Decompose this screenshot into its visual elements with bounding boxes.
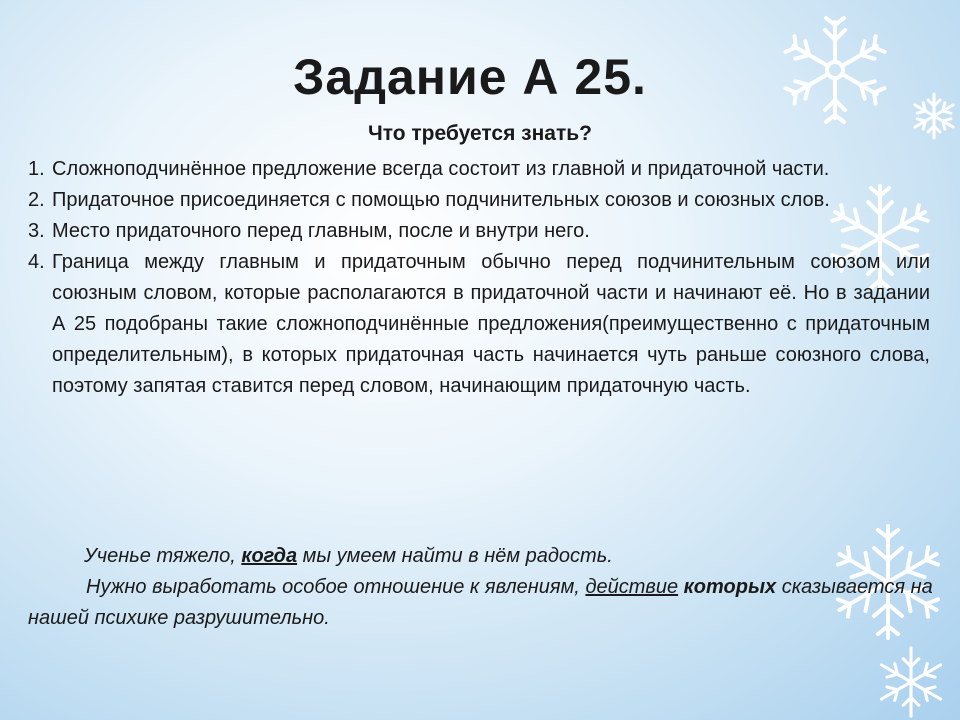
underlined-word: действие [585, 576, 679, 598]
list-item-text: Сложноподчинённое предложение всегда состоит из главной и придаточной части. [52, 158, 830, 180]
list-item-number: 3. [28, 220, 45, 242]
list-item [28, 185, 930, 216]
example-sentence-2 [28, 572, 938, 634]
example-text: мы умеем найти в нём радость. [297, 545, 613, 567]
list-item-text: Придаточное присоединяется с помощью подчинительных союзов и союзных слов. [52, 189, 830, 211]
example-text: сказывается на нашей психике разрушительно. [28, 576, 933, 629]
highlighted-word: когда [241, 545, 298, 567]
list-item-text: Граница между главным и придаточным обычно перед подчинительным союзом или союзным словом, которые располагаются в придаточной части и начинают её. Но в задании А 25 подобраны такие сложноподчинённые предложения(преимущественно с придаточным определительным), в которых придаточная часть начинается чуть раньше союзного слова, поэтому запятая ставится перед словом, начинающим придаточную часть. [52, 251, 930, 397]
rules-list [28, 154, 930, 402]
example-text: Ученье тяжело, [84, 545, 242, 567]
snowflake-icon [862, 644, 960, 720]
list-item-text: Место придаточного перед главным, после и внутри него. [52, 220, 590, 242]
bold-word: которых [683, 576, 777, 598]
example-sentence-1 [28, 541, 938, 572]
example-sentences [28, 541, 938, 634]
slide-title: Задание А 25. [293, 49, 647, 105]
slide-subtitle: Что требуется знать? [367, 122, 593, 145]
example-text: Нужно выработать особое отношение к явлениям, [86, 576, 586, 598]
list-item-number: 1. [28, 158, 45, 180]
list-item [28, 216, 930, 247]
list-item-number: 2. [28, 189, 45, 211]
list-item [28, 247, 930, 402]
list-item-number: 4. [28, 251, 45, 273]
list-item [28, 154, 930, 185]
